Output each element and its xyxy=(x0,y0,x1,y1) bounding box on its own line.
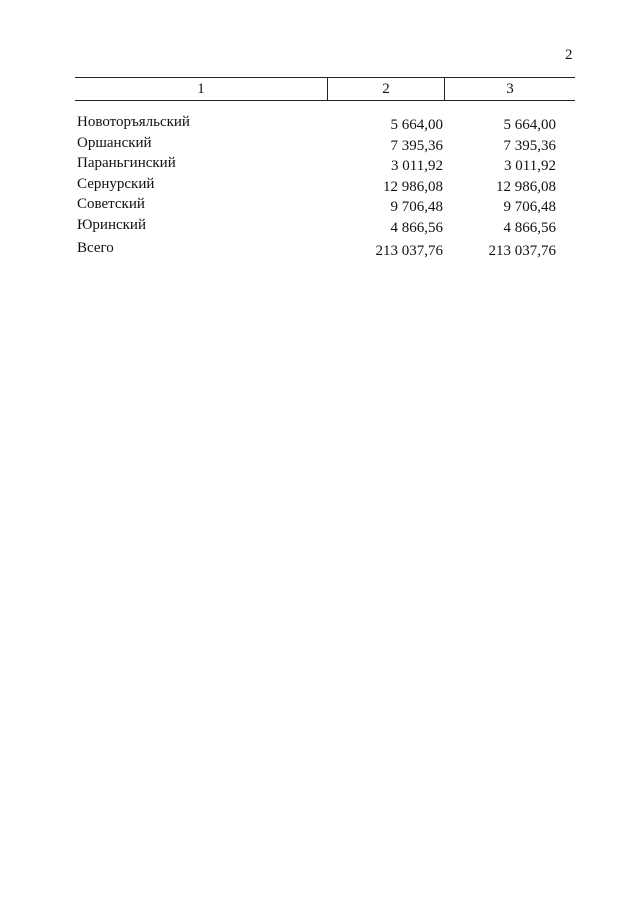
table-row xyxy=(77,153,575,174)
total-label: Всего xyxy=(77,240,114,256)
table-header xyxy=(75,77,575,101)
header-col-1: 1 xyxy=(75,78,328,100)
value-col-3: 9 706,48 xyxy=(503,199,556,215)
total-row xyxy=(77,238,575,261)
value-col-2: 3 011,92 xyxy=(391,158,443,174)
value-col-2: 7 395,36 xyxy=(390,137,443,154)
value-col-3: 5 664,00 xyxy=(503,117,556,133)
total-col-2: 213 037,76 xyxy=(375,243,443,259)
table-row xyxy=(77,215,575,236)
value-col-3: 7 395,36 xyxy=(503,137,556,154)
value-col-3: 4 866,56 xyxy=(503,219,556,236)
total-col-3: 213 037,76 xyxy=(488,243,556,259)
district-name: Советский xyxy=(77,196,145,212)
table-row xyxy=(77,112,575,133)
value-col-2: 12 986,08 xyxy=(383,178,443,195)
table-body xyxy=(77,112,575,235)
page-number: 2 xyxy=(565,47,573,63)
value-col-3: 3 011,92 xyxy=(504,158,556,174)
header-col-3: 3 xyxy=(506,81,514,97)
district-name: Параньгинский xyxy=(77,155,176,171)
header-col-2: 2 xyxy=(328,78,445,100)
district-name: Новоторъяльский xyxy=(77,114,190,130)
table-row xyxy=(77,133,575,154)
district-name: Юринский xyxy=(77,216,146,233)
district-name: Сернурский xyxy=(77,175,155,192)
table-row xyxy=(77,174,575,195)
table-row xyxy=(77,194,575,215)
value-col-3: 12 986,08 xyxy=(496,178,556,195)
district-name: Оршанский xyxy=(77,134,152,151)
value-col-2: 4 866,56 xyxy=(390,219,443,236)
value-col-2: 5 664,00 xyxy=(390,117,443,133)
value-col-2: 9 706,48 xyxy=(390,199,443,215)
